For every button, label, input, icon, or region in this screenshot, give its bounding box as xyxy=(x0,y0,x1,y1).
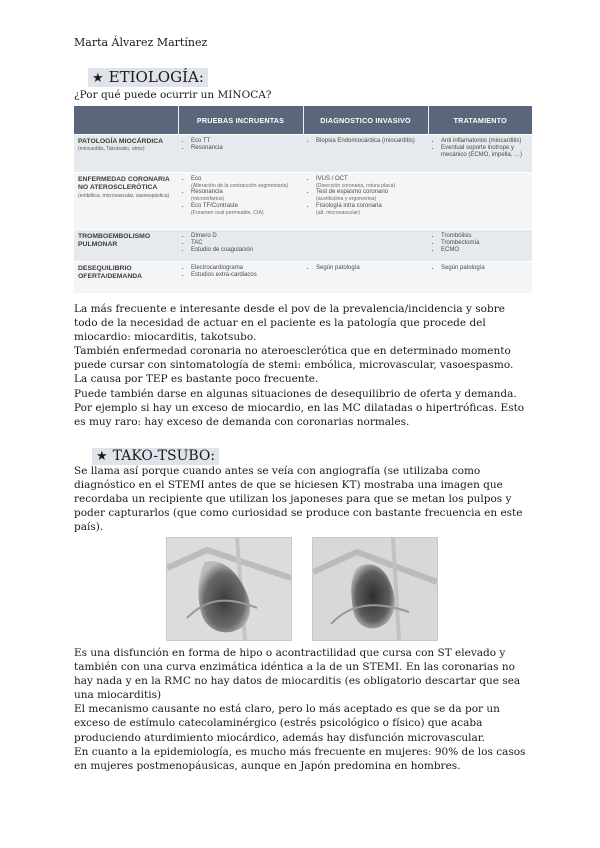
angiography-image-2 xyxy=(312,537,438,641)
list-item xyxy=(441,240,528,247)
list-item-text: Anti inflamatorios (miocarditis) xyxy=(441,138,522,144)
list-item-text: Resonancia xyxy=(191,189,223,196)
paragraph: El mecanismo causante no está claro, pero lo más aceptado es que se da por un exceso de estímulo catecolaminérgico (estrés psicológico o físico) que acaba produciendo aturdimiento miocárdico, además hay disfunción microvascular. xyxy=(74,703,500,744)
section-question: ¿Por qué puede ocurrir un MINOCA? xyxy=(74,89,272,101)
list-item-text: Eco TT xyxy=(191,138,211,144)
author-name: Marta Álvarez Martínez xyxy=(74,36,208,49)
list-item xyxy=(316,176,424,189)
table-header-invasivo: DIAGNOSTICO INVASIVO xyxy=(303,106,428,135)
bullet-list xyxy=(182,138,299,152)
table-row xyxy=(74,135,532,173)
category-name: TROMBOEMBOLISMO PULMONAR xyxy=(78,233,151,249)
list-item-text: Eco xyxy=(191,176,202,182)
table-row xyxy=(74,262,532,294)
category-name: DESEQUILIBRIO OFERTA/DEMANDA xyxy=(78,265,143,281)
etiology-table xyxy=(74,106,532,293)
cell-tratamiento xyxy=(428,173,532,230)
heading-highlight xyxy=(88,68,208,87)
list-item xyxy=(191,265,299,272)
table-header-corner xyxy=(74,106,178,135)
table-body xyxy=(74,135,532,294)
bullet-list xyxy=(307,265,424,272)
paragraph: Puede también darse en algunas situaciones de desequilibrio de oferta y demanda. Por ejemplo si hay un exceso de miocardio, en las MC dilatadas o hipertróficas. Esto es muy raro: hay exceso de demanda con coronarias normales. xyxy=(74,387,525,428)
star-icon: ★ xyxy=(92,71,104,86)
list-item xyxy=(191,272,299,279)
table-row xyxy=(74,173,532,230)
table-row xyxy=(74,230,532,262)
list-item-text: ECMO xyxy=(441,247,459,253)
paragraph-group-1 xyxy=(74,302,529,429)
list-item-text: TAC xyxy=(191,240,203,246)
list-item xyxy=(316,203,424,216)
category-subtitle: (embólica, microvascular, vasoespástica) xyxy=(78,192,170,199)
list-item xyxy=(316,138,424,145)
list-item-text: Según patología xyxy=(441,265,485,271)
list-item-note: (microinfartos) xyxy=(191,196,225,203)
list-item xyxy=(191,189,299,202)
list-item-text: Dímero D xyxy=(191,233,217,239)
paragraph: También enfermedad coronaria no ateroesclerótica que en determinado momento puede cursar con sintomatología de stemi: embólica, microvascular, vasoespasmo. xyxy=(74,345,514,372)
list-item xyxy=(191,145,299,152)
bullet-list xyxy=(307,138,424,145)
star-icon: ★ xyxy=(96,449,108,464)
paragraph: La más frecuente e interesante desde el pov de la prevalencia/incidencia y sobre todo de la necesidad de actuar en el paciente es la patología que procede del miocardio: miocarditis, takotsubo. xyxy=(74,303,505,344)
bullet-list xyxy=(182,233,299,254)
list-item xyxy=(316,265,424,272)
list-item xyxy=(191,240,299,247)
list-item-text: Eco TF/Contraste xyxy=(191,202,238,209)
category-cell xyxy=(74,230,178,262)
list-item-text: Test de espasmo coronario xyxy=(316,189,389,196)
list-item-text: Biopsia Endomiocárdica (miocarditis) xyxy=(316,138,415,144)
paragraph: Es una disfunción en forma de hipo o acontractilidad que cursa con ST elevado y también con una curva enzimática idéntica a la de un STEMI. En las coronarias no hay nada y en la RMC no hay datos de miocarditis (es obligatorio descartar que sea una miocarditis) xyxy=(74,647,521,702)
list-item-text: Según patología xyxy=(316,265,360,271)
paragraph-group-3 xyxy=(74,646,529,773)
bullet-list xyxy=(432,233,528,254)
list-item xyxy=(191,138,299,145)
bullet-list xyxy=(432,265,528,272)
list-item xyxy=(441,265,528,272)
table-header-pruebas: PRUEBAS INCRUENTAS xyxy=(178,106,303,135)
list-item xyxy=(191,203,299,216)
list-item xyxy=(441,145,528,159)
cell-pruebas xyxy=(178,135,303,173)
list-item xyxy=(191,247,299,254)
category-name: ENFERMEDAD CORONARIA NO ATEROSCLERÓTICA xyxy=(78,176,170,192)
list-item xyxy=(316,189,424,202)
list-item-note: (Foramen oval permeable, CIA) xyxy=(191,209,264,216)
cell-invasivo xyxy=(303,173,428,230)
bullet-list xyxy=(182,176,299,216)
list-item-note: (acetilcolina y ergonovina) xyxy=(316,196,377,203)
table-header-row xyxy=(74,106,532,135)
category-subtitle: (miocarditis, Takotsubo, otros) xyxy=(78,146,145,153)
list-item-note: (Disección coronaria, rotura placa) xyxy=(316,183,396,189)
angiography-image-1 xyxy=(166,537,292,641)
cell-invasivo xyxy=(303,230,428,262)
list-item xyxy=(441,247,528,254)
cell-tratamiento xyxy=(428,262,532,294)
section-title: ETIOLOGÍA: xyxy=(108,68,204,86)
paragraph-takotsubo-intro: Se llama así porque cuando antes se veía con angiografía (se utilizaba como diagnóstico en el STEMI antes de que se hiciesen KT) mostraba una imagen que recordaba un recipiente que utilizan los japoneses para que se metan los pulpos y poder capturarlos (que como curiosidad se produce con bastante frecuencia en este país). xyxy=(74,465,523,534)
cell-invasivo xyxy=(303,262,428,294)
section-heading-etiologia xyxy=(88,68,208,88)
category-cell xyxy=(74,173,178,230)
list-item-text: Fisiología intra coronaria xyxy=(316,202,382,209)
heading-highlight xyxy=(92,448,219,465)
list-item-text: Trombólisis xyxy=(441,233,472,239)
bullet-list xyxy=(432,138,528,159)
table-header-tratamiento: TRATAMIENTO xyxy=(428,106,532,135)
cell-pruebas xyxy=(178,230,303,262)
list-item-text: Estudio de coagulación xyxy=(191,247,254,253)
list-item-text: Eventual soporte inotrope y mecánico (ECMO, impella, …) xyxy=(441,145,523,158)
list-item-text: Trombectomía xyxy=(441,240,480,246)
category-cell xyxy=(74,135,178,173)
cell-invasivo xyxy=(303,135,428,173)
section-title: TAKO-TSUBO: xyxy=(112,448,216,464)
cell-pruebas xyxy=(178,262,303,294)
list-item xyxy=(441,233,528,240)
list-item-text: Electrocardiograma xyxy=(191,265,244,271)
bullet-list xyxy=(182,265,299,279)
paragraph: En cuanto a la epidemiología, es mucho más frecuente en mujeres: 90% de los casos en mujeres postmenopáusicas, aunque en Japón predomina en hombres. xyxy=(74,745,526,772)
list-item-note: (Alteración de la contracción segmentaria) xyxy=(191,183,289,189)
list-item-text: IVUS / OCT xyxy=(316,176,348,182)
list-item-text: Resonancia xyxy=(191,145,223,151)
category-cell xyxy=(74,262,178,294)
list-item xyxy=(191,176,299,189)
list-item xyxy=(191,233,299,240)
list-item-note: (alt. microvascular) xyxy=(316,209,360,216)
cell-tratamiento xyxy=(428,230,532,262)
list-item-text: Estudios extra-cardiacos xyxy=(191,272,257,278)
paragraph: La causa por TEP es bastante poco frecuente. xyxy=(74,373,319,386)
list-item xyxy=(441,138,528,145)
category-name: PATOLOGÍA MIOCÁRDICA xyxy=(78,138,164,145)
cell-pruebas xyxy=(178,173,303,230)
bullet-list xyxy=(307,176,424,216)
cell-tratamiento xyxy=(428,135,532,173)
